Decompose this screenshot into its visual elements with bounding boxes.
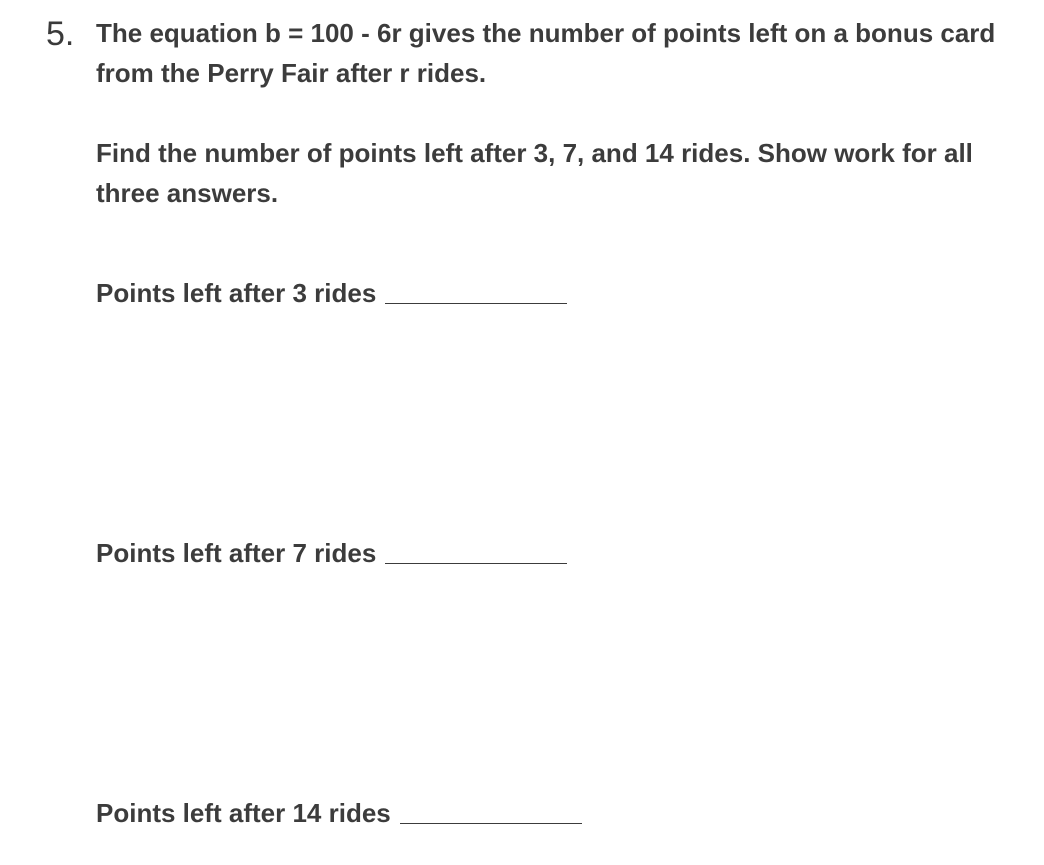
answer-blank[interactable] <box>400 823 582 824</box>
answer-row-14-rides <box>96 797 582 829</box>
question-instruction: Find the number of points left after 3, 7, and 14 rides. Show work for all three answers. <box>96 138 973 208</box>
answer-label: Points left after 7 rides <box>96 538 377 568</box>
answer-label: Points left after 3 rides <box>96 278 377 308</box>
answer-blank[interactable] <box>385 303 567 304</box>
answer-blank[interactable] <box>385 563 567 564</box>
question-number: 5. <box>46 15 75 53</box>
answer-row-7-rides <box>96 537 567 569</box>
answer-row-3-rides <box>96 277 567 309</box>
question-intro: The equation b = 100 - 6r gives the number of points left on a bonus card from the Perry Fair after r rides. <box>96 18 996 88</box>
answer-label: Points left after 14 rides <box>96 798 391 828</box>
